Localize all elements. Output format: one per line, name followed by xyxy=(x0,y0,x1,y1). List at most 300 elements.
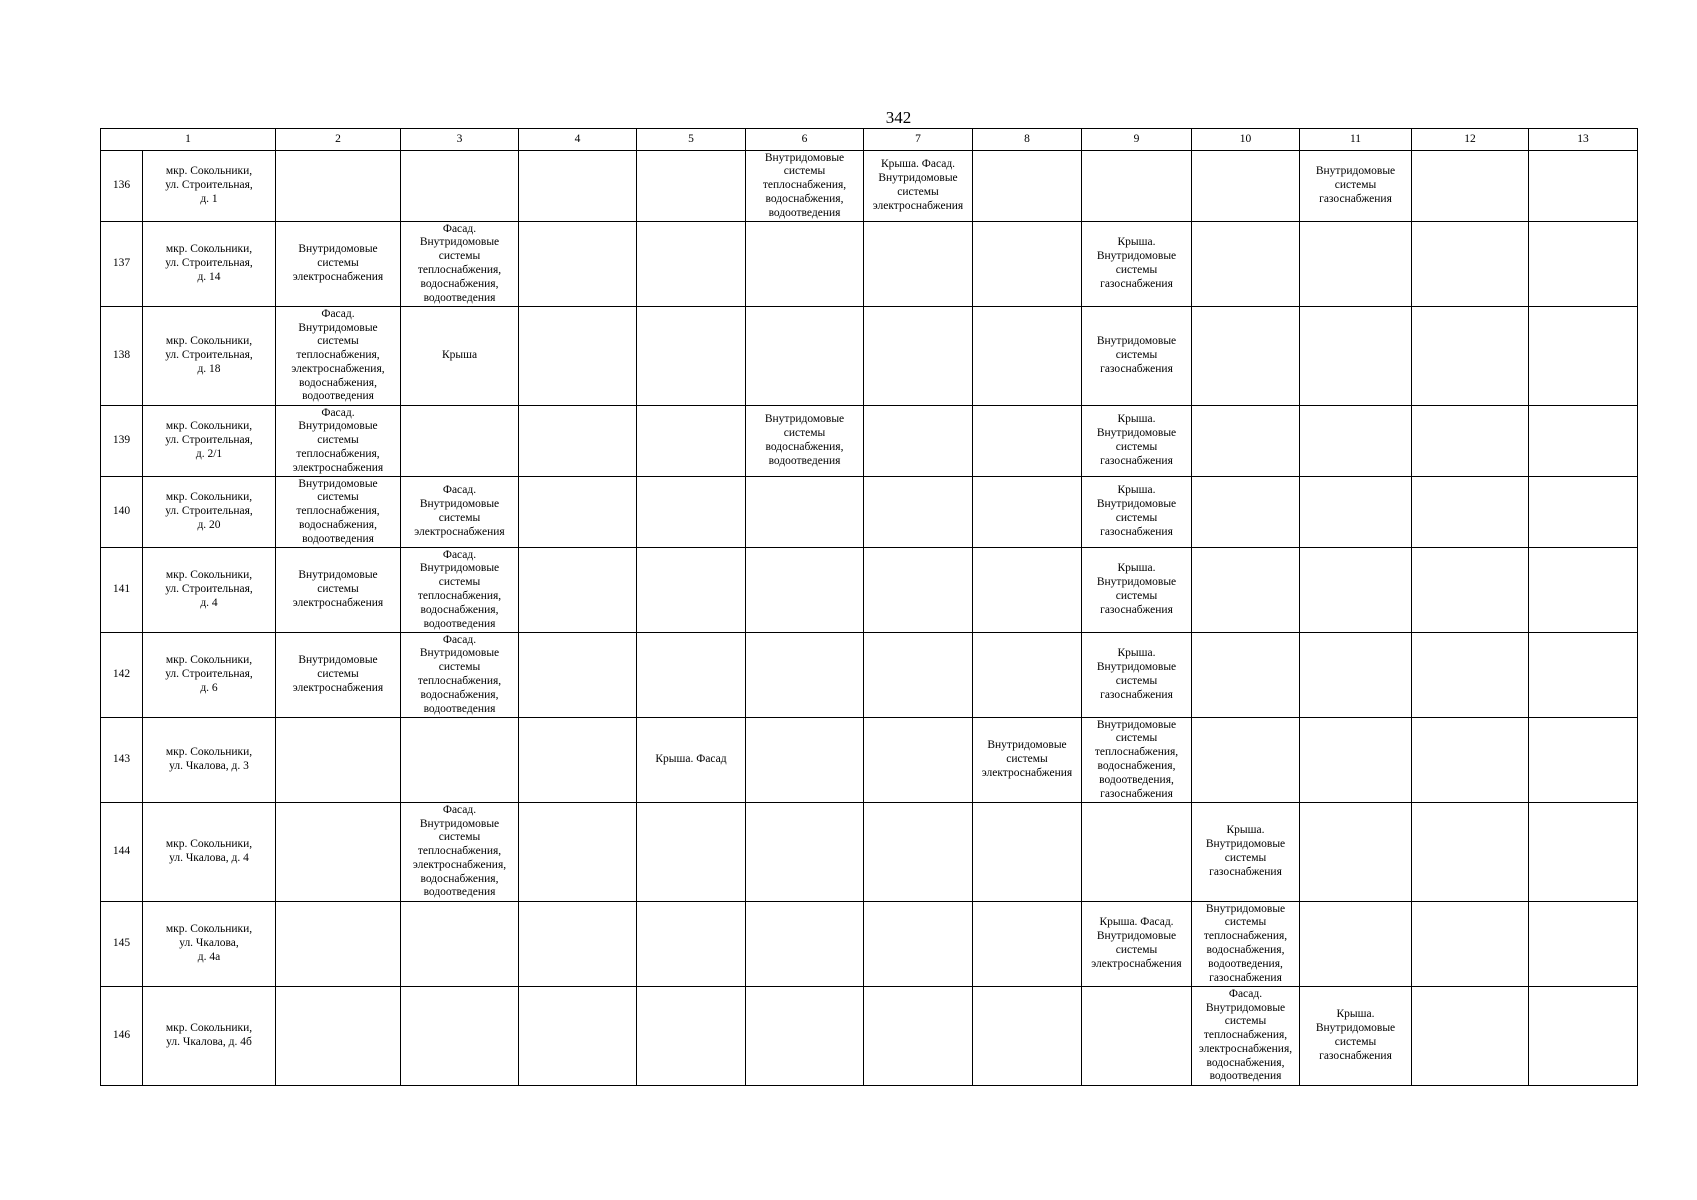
cell-line: д. 14 xyxy=(197,270,221,283)
work-cell-col-4 xyxy=(519,151,637,222)
cell-line: Внутридомовые xyxy=(298,477,378,490)
work-cell-col-7 xyxy=(864,902,973,987)
work-cell-col-5 xyxy=(637,151,746,222)
cell-line: системы xyxy=(1115,512,1158,524)
cell-line: электроснабжения xyxy=(414,525,505,538)
work-cell-col-12 xyxy=(1412,718,1529,803)
work-cell-col-12 xyxy=(1412,307,1529,406)
work-cell-col-6 xyxy=(746,633,864,718)
cell-line: электроснабжения xyxy=(292,461,384,474)
work-cell-col-10 xyxy=(1192,222,1300,307)
work-cell-col-5 xyxy=(637,222,746,307)
header-cell-6: 6 xyxy=(746,129,864,151)
work-cell-col-7 xyxy=(864,987,973,1086)
work-cell-col-10 xyxy=(1192,987,1300,1086)
work-cell-col-10 xyxy=(1192,548,1300,633)
work-cell-col-3 xyxy=(401,633,519,718)
header-cell-2: 2 xyxy=(276,129,401,151)
cell-line: Крыша. xyxy=(1117,484,1156,497)
work-cell-col-11 xyxy=(1300,902,1412,987)
work-cell-col-6 xyxy=(746,151,864,222)
work-cell-col-4 xyxy=(519,633,637,718)
cell-line: системы xyxy=(438,831,481,844)
header-cell-5: 5 xyxy=(637,129,746,151)
cell-line: Внутридомовые xyxy=(419,647,500,660)
header-cell-10: 10 xyxy=(1192,129,1300,151)
cell-line: водоотведения xyxy=(768,454,841,467)
work-cell-col-5 xyxy=(637,406,746,477)
cell-line: Внутридомовые xyxy=(298,569,378,582)
work-cell-col-8 xyxy=(973,803,1082,902)
cell-line: Фасад. xyxy=(442,222,477,235)
cell-line: д. 1 xyxy=(200,192,218,205)
cell-line: газоснабжения xyxy=(1100,525,1173,538)
work-cell-col-13 xyxy=(1529,406,1638,477)
cell-line: Крыша. xyxy=(1226,824,1265,837)
address-cell xyxy=(143,307,276,406)
cell-line: Крыша xyxy=(441,349,478,362)
work-cell-col-8 xyxy=(973,477,1082,548)
cell-line: системы xyxy=(1115,441,1158,453)
header-cell-4: 4 xyxy=(519,129,637,151)
work-cell-col-12 xyxy=(1412,987,1529,1086)
cell-line: Внутридомовые xyxy=(419,817,500,830)
work-cell-col-4 xyxy=(519,222,637,307)
cell-line: ул. Чкалова, д. 4б xyxy=(166,1036,252,1048)
cell-line: системы xyxy=(317,257,359,270)
work-cell-col-2 xyxy=(276,718,401,803)
work-cell-col-13 xyxy=(1529,151,1638,222)
row-number: 140 xyxy=(101,477,143,548)
cell-line: Фасад. xyxy=(321,307,355,320)
cell-line: Крыша. xyxy=(1117,236,1156,249)
table-row xyxy=(101,987,1638,1086)
table-row xyxy=(101,307,1638,406)
cell-line: ул. Строительная, xyxy=(165,349,253,362)
table-row xyxy=(101,151,1638,222)
work-cell-col-6 xyxy=(746,803,864,902)
work-cell-col-6 xyxy=(746,718,864,803)
row-number: 142 xyxy=(101,633,143,718)
work-cell-col-7 xyxy=(864,307,973,406)
cell-line: системы xyxy=(1334,179,1377,192)
header-cell-12: 12 xyxy=(1412,129,1529,151)
cell-line: ул. Чкалова, д. 4 xyxy=(169,852,249,864)
cell-line: газоснабжения xyxy=(1100,787,1173,800)
work-cell-col-5 xyxy=(637,307,746,406)
cell-line: водоснабжения, xyxy=(1206,1056,1285,1069)
cell-line: газоснабжения xyxy=(1100,362,1173,375)
cell-line: газоснабжения xyxy=(1100,454,1173,467)
cell-line: Крыша. Фасад. xyxy=(880,158,956,171)
work-cell-col-12 xyxy=(1412,633,1529,718)
cell-line: мкр. Сокольники, xyxy=(165,165,253,178)
header-cell-11: 11 xyxy=(1300,129,1412,151)
row-number: 143 xyxy=(101,718,143,803)
cell-line: Внутридомовые xyxy=(298,321,378,334)
cell-line: мкр. Сокольники, xyxy=(165,838,253,851)
cell-line: теплоснабжения, xyxy=(296,505,380,518)
work-cell-col-2 xyxy=(276,987,401,1086)
cell-line: системы xyxy=(1115,675,1158,687)
cell-line: электроснабжения xyxy=(292,596,384,609)
table-row xyxy=(101,902,1638,987)
work-cell-col-3 xyxy=(401,406,519,477)
cell-line: водоснабжения, xyxy=(299,518,377,531)
cell-line: газоснабжения xyxy=(1100,688,1173,701)
cell-line: газоснабжения xyxy=(1209,971,1282,984)
cell-line: теплоснабжения, xyxy=(1203,930,1288,943)
cell-line: Внутридомовые xyxy=(1205,902,1286,915)
work-cell-col-8 xyxy=(973,548,1082,633)
work-cell-col-10 xyxy=(1192,151,1300,222)
row-number: 146 xyxy=(101,987,143,1086)
work-cell-col-13 xyxy=(1529,548,1638,633)
cell-line: Внутридомовые xyxy=(298,654,378,667)
address-cell xyxy=(143,222,276,307)
cell-line: системы xyxy=(783,427,826,440)
work-cell-col-4 xyxy=(519,548,637,633)
cell-line: Фасад. xyxy=(321,406,355,419)
work-cell-col-3 xyxy=(401,477,519,548)
cell-line: Внутридомовые xyxy=(1096,498,1177,511)
address-cell xyxy=(143,803,276,902)
work-cell-col-12 xyxy=(1412,151,1529,222)
cell-line: Внутридомовые xyxy=(1096,576,1177,589)
work-cell-col-12 xyxy=(1412,222,1529,307)
cell-line: ул. Чкалова, xyxy=(179,937,239,950)
work-cell-col-6 xyxy=(746,548,864,633)
header-cell-1: 1 xyxy=(101,129,276,151)
row-number: 138 xyxy=(101,307,143,406)
work-cell-col-4 xyxy=(519,803,637,902)
work-cell-col-7 xyxy=(864,803,973,902)
work-cell-col-7 xyxy=(864,477,973,548)
work-cell-col-3 xyxy=(401,902,519,987)
cell-line: теплоснабжения, xyxy=(417,845,502,858)
cell-line: водоотведения xyxy=(423,702,496,715)
work-cell-col-10 xyxy=(1192,633,1300,718)
cell-line: ул. Строительная, xyxy=(165,257,253,270)
cell-line: водоотведения xyxy=(768,206,841,219)
cell-line: водоотведения xyxy=(302,390,374,403)
work-cell-col-8 xyxy=(973,902,1082,987)
cell-line: Крыша. xyxy=(1117,562,1156,575)
work-cell-col-5 xyxy=(637,548,746,633)
works-table xyxy=(100,128,1638,1086)
work-cell-col-10 xyxy=(1192,307,1300,406)
cell-line: теплоснабжения, xyxy=(296,349,380,362)
row-number: 136 xyxy=(101,151,143,222)
work-cell-col-4 xyxy=(519,477,637,548)
cell-line: Внутридомовые xyxy=(1315,165,1396,178)
cell-line: мкр. Сокольники, xyxy=(165,243,253,256)
work-cell-col-13 xyxy=(1529,902,1638,987)
work-cell-col-9 xyxy=(1082,902,1192,987)
cell-line: водоснабжения, xyxy=(420,277,499,290)
work-cell-col-5 xyxy=(637,803,746,902)
work-cell-col-7 xyxy=(864,548,973,633)
cell-line: Внутридомовые xyxy=(1096,661,1177,674)
cell-line: ул. Строительная, xyxy=(165,668,253,681)
work-cell-col-13 xyxy=(1529,307,1638,406)
row-number: 141 xyxy=(101,548,143,633)
cell-line: Внутридомовые xyxy=(1315,1022,1396,1035)
table-header xyxy=(101,129,1638,151)
cell-line: мкр. Сокольники, xyxy=(165,569,253,582)
cell-line: Внутридомовые xyxy=(298,420,378,433)
cell-line: д. 4 xyxy=(200,596,218,609)
work-cell-col-4 xyxy=(519,902,637,987)
work-cell-col-11 xyxy=(1300,633,1412,718)
cell-line: д. 4а xyxy=(197,950,221,963)
table-row xyxy=(101,406,1638,477)
cell-line: электроснабжения, xyxy=(412,858,507,871)
address-cell xyxy=(143,633,276,718)
cell-line: д. 6 xyxy=(200,681,218,694)
cell-line: системы xyxy=(317,335,359,348)
cell-line: Внутридомовые xyxy=(1096,250,1177,263)
work-cell-col-7 xyxy=(864,151,973,222)
cell-line: водоснабжения, xyxy=(1206,944,1285,956)
cell-line: системы xyxy=(1334,1036,1377,1048)
work-cell-col-5 xyxy=(637,987,746,1086)
work-cell-col-2 xyxy=(276,902,401,987)
work-cell-col-7 xyxy=(864,222,973,307)
work-cell-col-9 xyxy=(1082,718,1192,803)
work-cell-col-4 xyxy=(519,987,637,1086)
work-cell-col-11 xyxy=(1300,307,1412,406)
work-cell-col-9 xyxy=(1082,222,1192,307)
cell-line: Фасад. xyxy=(442,548,477,561)
work-cell-col-2 xyxy=(276,633,401,718)
address-cell xyxy=(143,477,276,548)
work-cell-col-10 xyxy=(1192,406,1300,477)
cell-line: водоснабжения, xyxy=(420,872,499,885)
work-cell-col-6 xyxy=(746,406,864,477)
cell-line: системы xyxy=(783,165,826,178)
work-cell-col-11 xyxy=(1300,803,1412,902)
cell-line: Крыша. Фасад xyxy=(655,753,727,766)
cell-line: электроснабжения xyxy=(292,681,384,694)
cell-line: системы xyxy=(438,250,481,263)
cell-line: ул. Строительная, xyxy=(165,505,253,518)
cell-line: водоснабжения, xyxy=(765,441,844,453)
work-cell-col-12 xyxy=(1412,406,1529,477)
cell-line: системы xyxy=(438,576,481,589)
cell-line: теплоснабжения, xyxy=(296,447,380,460)
work-cell-col-6 xyxy=(746,902,864,987)
cell-line: водоотведения, xyxy=(1208,957,1283,970)
work-cell-col-2 xyxy=(276,151,401,222)
row-number: 137 xyxy=(101,222,143,307)
cell-line: водоотведения xyxy=(302,532,374,545)
cell-line: системы xyxy=(317,434,359,447)
cell-line: теплоснабжения, xyxy=(417,675,502,687)
work-cell-col-3 xyxy=(401,803,519,902)
address-cell xyxy=(143,548,276,633)
cell-line: мкр. Сокольники, xyxy=(165,335,253,348)
cell-line: теплоснабжения, xyxy=(762,179,847,192)
table-row xyxy=(101,803,1638,902)
cell-line: системы xyxy=(317,491,359,504)
work-cell-col-12 xyxy=(1412,902,1529,987)
cell-line: Фасад. xyxy=(1228,987,1263,1000)
work-cell-col-8 xyxy=(973,406,1082,477)
work-cell-col-10 xyxy=(1192,477,1300,548)
header-row xyxy=(101,129,1638,151)
work-cell-col-6 xyxy=(746,987,864,1086)
address-cell xyxy=(143,902,276,987)
cell-line: Внутридомовые xyxy=(1205,838,1286,851)
table-row xyxy=(101,477,1638,548)
address-cell xyxy=(143,718,276,803)
work-cell-col-8 xyxy=(973,633,1082,718)
work-cell-col-9 xyxy=(1082,987,1192,1086)
cell-line: газоснабжения xyxy=(1319,1049,1392,1062)
work-cell-col-8 xyxy=(973,222,1082,307)
cell-line: Внутридомовые xyxy=(419,236,500,249)
cell-line: системы xyxy=(1224,852,1267,864)
work-cell-col-3 xyxy=(401,718,519,803)
cell-line: водоотведения xyxy=(423,886,496,899)
cell-line: водоотведения, xyxy=(1099,773,1174,786)
header-cell-8: 8 xyxy=(973,129,1082,151)
cell-line: теплоснабжения, xyxy=(417,264,502,276)
cell-line: Фасад. xyxy=(442,803,477,816)
work-cell-col-2 xyxy=(276,222,401,307)
row-number: 144 xyxy=(101,803,143,902)
work-cell-col-13 xyxy=(1529,477,1638,548)
cell-line: водоотведения xyxy=(1209,1070,1282,1083)
work-cell-col-2 xyxy=(276,803,401,902)
work-cell-col-7 xyxy=(864,406,973,477)
work-cell-col-5 xyxy=(637,633,746,718)
work-cell-col-8 xyxy=(973,987,1082,1086)
work-cell-col-11 xyxy=(1300,987,1412,1086)
work-cell-col-13 xyxy=(1529,633,1638,718)
address-cell xyxy=(143,987,276,1086)
row-number: 145 xyxy=(101,902,143,987)
page-number: 342 xyxy=(885,108,912,127)
cell-line: системы xyxy=(438,512,481,524)
cell-line: водоснабжения, xyxy=(765,192,844,205)
work-cell-col-13 xyxy=(1529,803,1638,902)
work-cell-col-3 xyxy=(401,222,519,307)
work-cell-col-11 xyxy=(1300,222,1412,307)
cell-line: системы xyxy=(317,583,359,596)
work-cell-col-9 xyxy=(1082,151,1192,222)
cell-line: д. 18 xyxy=(197,362,221,375)
cell-line: Крыша. xyxy=(1117,647,1156,660)
work-cell-col-4 xyxy=(519,718,637,803)
work-cell-col-11 xyxy=(1300,718,1412,803)
work-cell-col-11 xyxy=(1300,548,1412,633)
work-cell-col-9 xyxy=(1082,406,1192,477)
cell-line: системы xyxy=(317,668,359,681)
work-cell-col-12 xyxy=(1412,803,1529,902)
cell-line: теплоснабжения, xyxy=(1203,1029,1288,1042)
work-cell-col-9 xyxy=(1082,477,1192,548)
cell-line: системы xyxy=(1115,264,1158,276)
cell-line: электроснабжения, xyxy=(1198,1042,1293,1055)
work-cell-col-3 xyxy=(401,307,519,406)
cell-line: газоснабжения xyxy=(1100,603,1173,616)
cell-line: мкр. Сокольники, xyxy=(165,491,253,504)
work-cell-col-5 xyxy=(637,902,746,987)
work-cell-col-12 xyxy=(1412,477,1529,548)
cell-line: Внутридомовые xyxy=(419,562,500,575)
work-cell-col-13 xyxy=(1529,987,1638,1086)
table-body xyxy=(101,151,1638,1086)
work-cell-col-13 xyxy=(1529,718,1638,803)
cell-line: водоотведения xyxy=(423,617,496,630)
cell-line: электроснабжения xyxy=(872,199,964,212)
cell-line: Внутридомовые xyxy=(1096,335,1177,348)
cell-line: ул. Чкалова, д. 3 xyxy=(169,760,249,772)
cell-line: электроснабжения xyxy=(1091,957,1182,970)
table-row xyxy=(101,222,1638,307)
cell-line: системы xyxy=(1115,732,1158,745)
address-cell xyxy=(143,406,276,477)
work-cell-col-6 xyxy=(746,307,864,406)
work-cell-col-5 xyxy=(637,718,746,803)
cell-line: мкр. Сокольники, xyxy=(165,923,253,936)
work-cell-col-9 xyxy=(1082,633,1192,718)
work-cell-col-8 xyxy=(973,307,1082,406)
work-cell-col-11 xyxy=(1300,406,1412,477)
cell-line: Внутридомовые xyxy=(298,243,378,256)
cell-line: системы xyxy=(1115,349,1158,362)
work-cell-col-8 xyxy=(973,718,1082,803)
cell-line: Внутридомовые xyxy=(764,413,845,426)
table-row xyxy=(101,633,1638,718)
work-cell-col-5 xyxy=(637,477,746,548)
header-cell-3: 3 xyxy=(401,129,519,151)
work-cell-col-2 xyxy=(276,477,401,548)
cell-line: Внутридомовые xyxy=(1096,930,1177,943)
cell-line: Внутридомовые xyxy=(1096,718,1177,731)
row-number: 139 xyxy=(101,406,143,477)
cell-line: Внутридомовые xyxy=(1096,427,1177,440)
cell-line: мкр. Сокольники, xyxy=(165,420,253,433)
work-cell-col-9 xyxy=(1082,803,1192,902)
cell-line: теплоснабжения, xyxy=(1094,746,1179,759)
work-cell-col-10 xyxy=(1192,902,1300,987)
cell-line: теплоснабжения, xyxy=(417,590,502,602)
work-cell-col-2 xyxy=(276,406,401,477)
work-cell-col-6 xyxy=(746,222,864,307)
work-cell-col-4 xyxy=(519,406,637,477)
header-cell-13: 13 xyxy=(1529,129,1638,151)
work-cell-col-10 xyxy=(1192,718,1300,803)
work-cell-col-10 xyxy=(1192,803,1300,902)
cell-line: системы xyxy=(1006,753,1048,766)
cell-line: водоснабжения, xyxy=(299,376,377,389)
work-cell-col-6 xyxy=(746,477,864,548)
cell-line: системы xyxy=(897,186,939,198)
cell-line: газоснабжения xyxy=(1100,277,1173,290)
table-row xyxy=(101,548,1638,633)
cell-line: электроснабжения xyxy=(981,766,1073,779)
cell-line: мкр. Сокольники, xyxy=(165,654,253,667)
work-cell-col-11 xyxy=(1300,151,1412,222)
cell-line: системы xyxy=(1224,916,1267,929)
work-cell-col-9 xyxy=(1082,548,1192,633)
cell-line: Внутридомовые xyxy=(1205,1001,1286,1014)
table-row xyxy=(101,718,1638,803)
cell-line: газоснабжения xyxy=(1319,192,1392,205)
